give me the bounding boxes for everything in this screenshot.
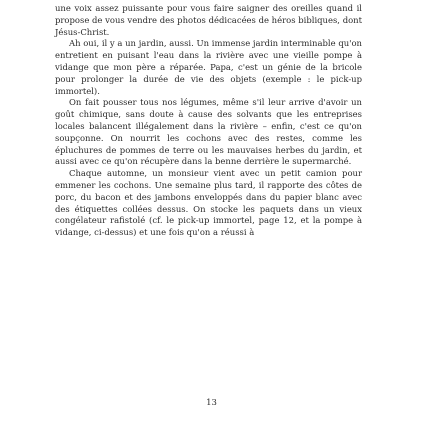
paragraph-autumn: Chaque automne, un monsieur vient avec un petit camion pour emmener les cochons. Une semaine plus tard, il rapporte des côtes de porc, du bacon et des jambons enveloppés dans du papier blanc avec des étiquettes collées dessus. On stocke les paquets dans un vieux congélateur rafistolé (cf. le pick-up immortel, page 12, et la pompe à vidange, ci-dessus) et une fois qu'on a réussi à [55,168,362,238]
paragraph-garden: Ah oui, il y a un jardin, aussi. Un immense jardin interminable qu'on entretient en puisant l'eau dans la rivière avec une vieille pompe à vidange que mon père a réparée. Papa, c'est un génie de la bricole pour prolonger la durée de vie des objets (exemple : le pick-up immortel). [55,38,362,96]
page-number: 13 [206,398,217,408]
paragraph-vegetables: On fait pousser tous nos légumes, même s'il leur arrive d'avoir un goût chimique, sans doute à cause des solvants que les entreprises locales balancent illégalement dans la rivière – enfin, c'est ce qu'on soupçonne. On nourrit les cochons avec des restes, comme les épluchures de pommes de terre ou les mauvaises herbes du jardin, et aussi avec ce qu'on récupère dans la benne derrière le supermarché. [55,97,362,167]
body-text [55,3,362,239]
paragraph-continuation: une voix assez puissante pour vous faire saigner des oreilles quand il propose de vous vendre des photos dédicacées de héros bibliques, dont Jésus-Christ. [55,3,362,37]
